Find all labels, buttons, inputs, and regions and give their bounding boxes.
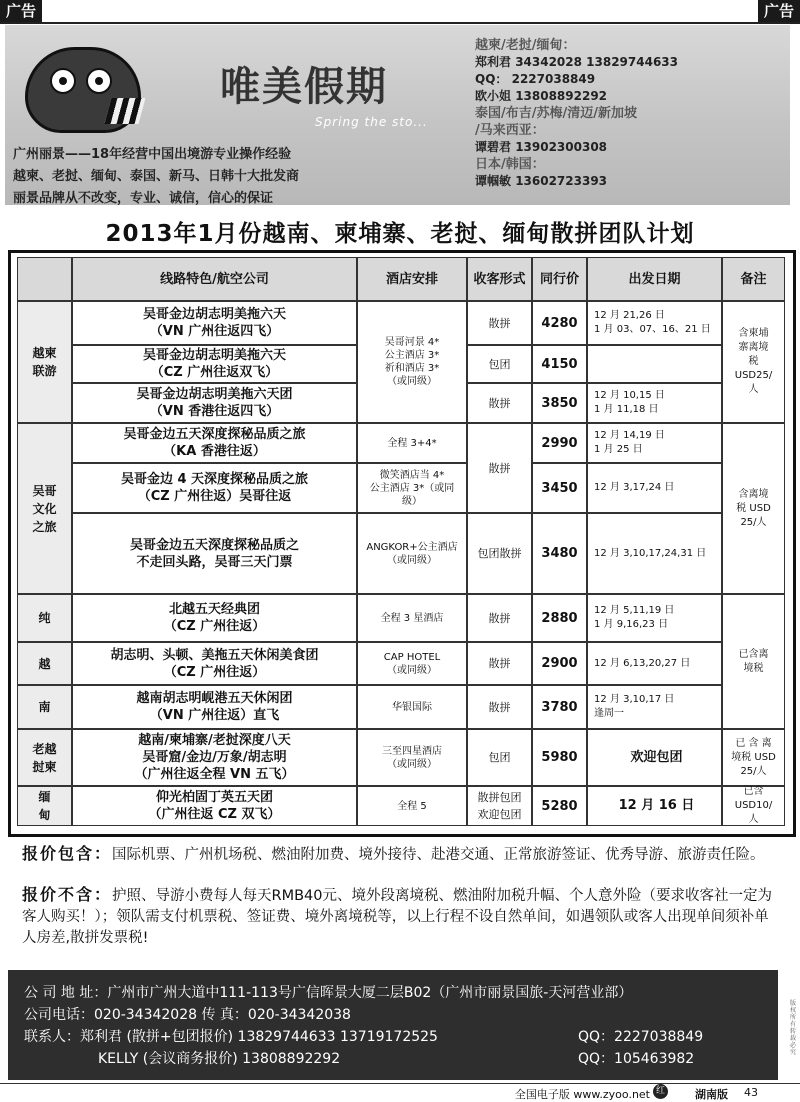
hotel-cell: 三至四星酒店 （或同级） [357, 729, 467, 786]
contact-line [475, 71, 785, 88]
schedule-table [8, 250, 796, 837]
route-text: （CZ 广州往返） [163, 664, 266, 680]
note-cell: 含离境 税 USD 25/人 [722, 423, 785, 594]
note-cell: 含柬埔 寨离境 税 USD25/ 人 [722, 301, 785, 423]
contact-line [475, 105, 785, 122]
contact-name: 欧小姐 [475, 89, 516, 103]
website-link[interactable]: 全国电子版 www.zyoo.net [514, 1088, 650, 1101]
included-label: 报价包含： [22, 844, 113, 863]
mode-cell: 包团散拼 [467, 513, 532, 594]
route-cell [72, 786, 357, 826]
company-phone: 公司电话：020-34342028 传 真：020-34342038 [24, 1007, 351, 1023]
top-rule [0, 22, 800, 24]
hotel-cell: 全程 5 [357, 786, 467, 826]
company-address: 公 司 地 址：广州市广州大道中111-113号广信晖景大厦二层B02（广州市丽景国旅-天河营业部） [24, 985, 633, 1001]
contact-region: 日本/韩国： [475, 157, 545, 172]
route-text: 越南/柬埔寨/老挝深度八天 [138, 733, 291, 748]
route-text: 吴哥金边胡志明美拖六天团 [136, 387, 293, 402]
brand-name: 唯美假期 [220, 64, 388, 110]
mode-cell: 散拼 [467, 301, 532, 345]
region-cell: 吴哥 文化 之旅 [17, 423, 72, 594]
date-cell: 12 月 5,11,19 日 1 月 9,16,23 日 [587, 594, 722, 642]
table-header: 线路特色/航空公司 [72, 257, 357, 301]
contact-line-2: KELLY (会议商务报价) 13808892292 [98, 1051, 341, 1067]
price-cell: 2900 [532, 642, 587, 685]
route-text: 越南胡志明岘港五天休闲团 [136, 691, 293, 706]
spring-script: Spring the sto... [315, 115, 428, 129]
contact-line [475, 37, 785, 54]
route-text: （CZ 广州往返） [163, 619, 266, 634]
route-text: （KA 香港往返） [163, 444, 266, 459]
price-cell: 5980 [532, 729, 587, 786]
route-text: （广州往返 CZ 双飞） [148, 807, 281, 822]
contact-line [475, 54, 785, 71]
edition-name: 湖南版 [695, 1088, 728, 1101]
contact-name: 谭帼敏 [475, 174, 516, 188]
table-header: 同行价 [532, 257, 587, 301]
region-cell: 缅 甸 [17, 786, 72, 826]
date-cell: 12 月 6,13,20,27 日 [587, 642, 722, 685]
table-header: 收客形式 [467, 257, 532, 301]
route-text: （VN 广州往返）直飞 [149, 708, 280, 723]
mode-cell: 散拼 [467, 594, 532, 642]
contact-name: 谭碧君 [475, 140, 516, 154]
route-text: 北越五天经典团 [168, 602, 260, 617]
slogan-line: 丽景品牌从不改变，专业、诚信，信心的保证 [13, 191, 274, 205]
price-cell: 5280 [532, 786, 587, 826]
banner-contacts [475, 37, 785, 190]
page-number: 43 [744, 1086, 758, 1099]
price-cell: 3480 [532, 513, 587, 594]
table-header [17, 257, 72, 301]
hotel-cell: 全程 3+4* [357, 423, 467, 463]
excluded-label: 报价不含： [22, 885, 113, 904]
note-cell: 已含离 境税 [722, 594, 785, 729]
page-footer [0, 1083, 800, 1101]
mode-cell: 包团 [467, 729, 532, 786]
hotel-cell: ANGKOR+公主酒店 （或同级） [357, 513, 467, 594]
region-cell: 老越 挝柬 [17, 729, 72, 786]
contact-phone: 34342028 13829744633 [515, 55, 679, 69]
price-included [22, 843, 782, 866]
price-cell: 2990 [532, 423, 587, 463]
contact-phone: 13902300308 [515, 140, 608, 154]
route-text: 吴哥窟/金边/万象/胡志明 [142, 750, 287, 765]
mascot-logo [25, 47, 141, 133]
contact-phone: 13602723393 [515, 174, 608, 188]
route-cell [72, 345, 357, 383]
price-cell: 4280 [532, 301, 587, 345]
contact-line [475, 156, 785, 173]
ad-tag-right: 广告 [758, 0, 800, 22]
mode-cell: 散拼 [467, 685, 532, 729]
schedule-grid [17, 257, 785, 826]
route-text: （VN 香港往返四飞） [149, 404, 280, 419]
route-text: 吴哥金边胡志明美拖六天 [142, 307, 286, 322]
contact-region: /马来西亚： [475, 123, 545, 138]
contact-line [475, 88, 785, 105]
contact-line [475, 139, 785, 156]
route-text: 仰光柏固丁英五天团 [155, 790, 273, 805]
price-cell: 3850 [532, 383, 587, 423]
contact-name: QQ： [475, 72, 512, 86]
mode-cell: 散拼 [467, 423, 532, 513]
contact-region: 泰国/布吉/苏梅/清迈/新加坡 [475, 106, 637, 121]
edition-badge: 红 [653, 1084, 668, 1099]
region-cell: 越 [17, 642, 72, 685]
date-cell: 12 月 21,26 日 1 月 03、07、16、21 日 [587, 301, 722, 345]
contact-line [475, 173, 785, 190]
route-cell [72, 463, 357, 513]
mascot-stripe [105, 98, 146, 124]
date-cell: 12 月 10,15 日 1 月 11,18 日 [587, 383, 722, 423]
route-cell [72, 301, 357, 345]
mode-cell: 散拼 [467, 642, 532, 685]
contact-line [475, 122, 785, 139]
date-cell: 12 月 3,10,17 日 逢周一 [587, 685, 722, 729]
route-text: （广州往返全程 VN 五飞） [134, 767, 295, 782]
note-cell: 已含 USD10/ 人 [722, 786, 785, 826]
mode-cell: 散拼 [467, 383, 532, 423]
contact-line-1: 联系人：郑利君 (散拼+包团报价) 13829744633 13719172525 [24, 1029, 438, 1045]
route-cell [72, 423, 357, 463]
hotel-cell: 吴哥河景 4* 公主酒店 3* 祈和酒店 3* （或同级） [357, 301, 467, 423]
price-cell: 4150 [532, 345, 587, 383]
price-excluded [22, 884, 782, 949]
contact-region: 越柬/老挝/缅甸： [475, 38, 576, 53]
hotel-cell: 华银国际 [357, 685, 467, 729]
date-cell: 12 月 3,17,24 日 [587, 463, 722, 513]
hotel-cell: CAP HOTEL （或同级） [357, 642, 467, 685]
table-header: 备注 [722, 257, 785, 301]
table-header: 酒店安排 [357, 257, 467, 301]
route-text: 吴哥金边 4 天深度探秘品质之旅 [120, 472, 309, 487]
slogan-line: 越柬、老挝、缅甸、泰国、新马、日韩十大批发商 [13, 169, 300, 184]
mascot-eye-right [86, 68, 112, 94]
contact-phone: 2227038849 [511, 72, 596, 86]
banner [5, 25, 790, 205]
route-text: 吴哥金边五天深度探秘品质之旅 [123, 427, 306, 442]
included-text: 国际机票、广州机场税、燃油附加费、境外接待、赴港交通、正常旅游签证、优秀导游、旅游责任险。 [112, 847, 765, 863]
qq-line-1: QQ：2227038849 [578, 1029, 704, 1045]
date-cell: 欢迎包团 [587, 729, 722, 786]
hotel-cell: 微笑酒店当 4* 公主酒店 3*（或同 级） [357, 463, 467, 513]
region-cell: 纯 [17, 594, 72, 642]
route-text: （CZ 广州往返双飞） [150, 365, 279, 380]
price-cell: 3450 [532, 463, 587, 513]
region-cell: 南 [17, 685, 72, 729]
route-cell [72, 383, 357, 423]
qq-line-2: QQ：105463982 [578, 1051, 695, 1067]
date-cell [587, 345, 722, 383]
route-text: 吴哥金边胡志明美拖六天 [142, 348, 286, 363]
contact-name: 郑利君 [475, 55, 516, 69]
route-cell [72, 594, 357, 642]
route-text: （CZ 广州往返）吴哥往返 [137, 489, 292, 504]
ad-tag-left: 广告 [0, 0, 42, 22]
slogan-line: 广州丽景——18年经营中国出境游专业操作经验 [13, 147, 292, 162]
note-cell: 已 含 离 境税 USD 25/人 [722, 729, 785, 786]
mode-cell: 散拼包团 欢迎包团 [467, 786, 532, 826]
price-cell: 3780 [532, 685, 587, 729]
route-cell [72, 729, 357, 786]
route-cell [72, 685, 357, 729]
date-cell: 12 月 16 日 [587, 786, 722, 826]
hotel-cell: 全程 3 星酒店 [357, 594, 467, 642]
contact-phone: 13808892292 [515, 89, 608, 103]
mode-cell: 包团 [467, 345, 532, 383]
company-info [8, 970, 778, 1080]
vertical-note: 版权所有转载必究 [790, 1000, 797, 1056]
route-cell [72, 642, 357, 685]
date-cell: 12 月 3,10,17,24,31 日 [587, 513, 722, 594]
route-text: 胡志明、头顿、美拖五天休闲美食团 [110, 647, 319, 663]
route-text: 吴哥金边五天深度探秘品质之 [129, 537, 299, 553]
mascot-eye-left [50, 68, 76, 94]
table-header: 出发日期 [587, 257, 722, 301]
region-cell: 越柬 联游 [17, 301, 72, 423]
price-cell: 2880 [532, 594, 587, 642]
page-title: 2013年1月份越南、柬埔寨、老挝、缅甸散拼团队计划 [105, 221, 695, 247]
route-cell [72, 513, 357, 594]
excluded-text: 护照、导游小费每人每天RMB40元、境外段离境税、燃油附加税升幅、个人意外险（要求收客社一定为客人购买！）；领队需支付机票税、签证费、境外离境税等，以上行程不设自然单间，如遇领队或客人出现单间须补单人房差,散拼发票税! [22, 888, 772, 946]
date-cell: 12 月 14,19 日 1 月 25 日 [587, 423, 722, 463]
route-text: 不走回头路，吴哥三天门票 [136, 554, 293, 570]
route-text: （VN 广州往返四飞） [149, 324, 280, 339]
